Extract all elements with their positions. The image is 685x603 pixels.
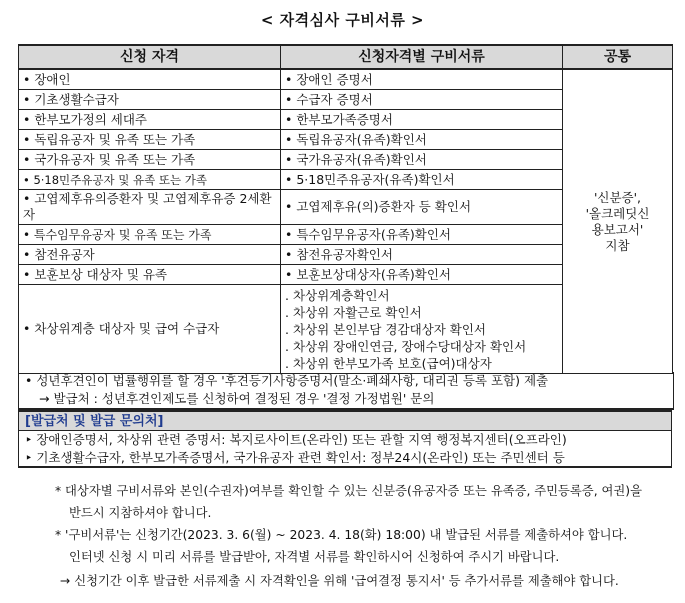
qualification-cell: • 5·18민주유공자 및 유족 또는 가족	[19, 170, 281, 190]
document-cell	[281, 285, 563, 374]
common-line: 지참	[605, 237, 630, 253]
header-documents: 신청자격별 구비서류	[281, 45, 563, 69]
document-cell: • 수급자 증명서	[281, 90, 563, 110]
qualification-cell: • 기초생활수급자	[19, 90, 281, 110]
document-cell: • 장애인 증명서	[281, 69, 563, 90]
page-title: < 자격심사 구비서류 >	[260, 11, 425, 29]
document-cell: • 참전유공자확인서	[281, 245, 563, 265]
qualification-cell: • 보훈보상 대상자 및 유족	[19, 265, 281, 285]
guardian-note-line: → 발급처 : 성년후견인제도를 신청하여 결정된 경우 '결정 가정법원' 문의	[39, 391, 435, 406]
issuer-box	[18, 430, 672, 468]
table-row	[19, 69, 673, 90]
common-cell	[563, 69, 673, 374]
document-cell: • 보훈보상대상자(유족)확인서	[281, 265, 563, 285]
common-line: '올크레딧신	[585, 205, 650, 221]
document-line: . 차상위계층확인서	[285, 287, 390, 303]
footnote-id-required	[55, 480, 675, 524]
qualification-cell: • 고엽제후유의증환자 및 고엽제후유증 2세환자	[19, 190, 281, 225]
qualification-cell: • 장애인	[19, 69, 281, 90]
qualification-cell: • 특수임무유공자 및 유족 또는 가족	[19, 225, 281, 245]
table-header-row	[19, 45, 673, 69]
issuer-line: ‣ 기초생활수급자, 한부모가족증명서, 국가유공자 관련 확인서: 정부24시(온라인) 또는 주민센터 등	[25, 450, 565, 465]
footnote-late-issue	[60, 570, 680, 592]
guardian-note-line: • 성년후견인이 법률행위를 할 경우 '후견등기사항증명서(말소·폐쇄사항, 대리권 등록 포함) 제출	[25, 373, 549, 388]
footnote-line: 반드시 지참하셔야 합니다.	[69, 506, 212, 520]
issuer-line: ‣ 장애인증명서, 차상위 관련 증명서: 복지로사이트(온라인) 또는 관할 지역 행정복지센터(오프라인)	[25, 432, 567, 447]
qualification-cell: • 참전유공자	[19, 245, 281, 265]
footnote-application-period	[55, 524, 675, 568]
document-cell: • 독립유공자(유족)확인서	[281, 130, 563, 150]
footnote-line: * '구비서류'는 신청기간(2023. 3. 6(월) ~ 2023. 4. 18(화) 18:00) 내 발급된 서류를 제출하셔야 합니다.	[55, 528, 628, 542]
document-cell: • 고엽제후유(의)증환자 등 확인서	[281, 190, 563, 225]
qualification-cell: • 독립유공자 및 유족 또는 가족	[19, 130, 281, 150]
requirements-table	[18, 44, 673, 374]
header-qualification: 신청 자격	[19, 45, 281, 69]
guardian-note	[18, 372, 674, 410]
footnote-line: 인터넷 신청 시 미리 서류를 발급받아, 자격별 서류를 확인하시어 신청하여 주시기 바랍니다.	[69, 550, 560, 564]
document-line: . 차상위 본인부담 경감대상자 확인서	[285, 321, 486, 337]
qualification-cell: • 한부모가정의 세대주	[19, 110, 281, 130]
header-common: 공통	[563, 45, 673, 69]
qualification-cell: • 국가유공자 및 유족 또는 가족	[19, 150, 281, 170]
document-cell: • 한부모가족증명서	[281, 110, 563, 130]
document-line: . 차상위 한부모가족 보호(급여)대상자	[285, 355, 492, 371]
document-cell: • 5·18민주유공자(유족)확인서	[281, 170, 563, 190]
footnote-line: * 대상자별 구비서류와 본인(수권자)여부를 확인할 수 있는 신분증(유공자증 또는 유족증, 주민등록증, 여권)을	[55, 484, 642, 498]
common-line: 용보고서'	[591, 221, 644, 237]
common-line: '신분증',	[593, 189, 642, 205]
qualification-cell: • 차상위계층 대상자 및 급여 수급자	[19, 285, 281, 374]
issuer-header: [발급처 및 발급 문의처]	[18, 410, 672, 430]
document-cell: • 국가유공자(유족)확인서	[281, 150, 563, 170]
footnote-line: → 신청기간 이후 발급한 서류제출 시 자격확인을 위해 '급여결정 통지서' 등 추가서류를 제출해야 합니다.	[60, 574, 619, 588]
document-line: . 차상위 자활근로 확인서	[285, 304, 422, 320]
document-line: . 차상위 장애인연금, 장애수당대상자 확인서	[285, 338, 527, 354]
document-cell: • 특수임무유공자(유족)확인서	[281, 225, 563, 245]
